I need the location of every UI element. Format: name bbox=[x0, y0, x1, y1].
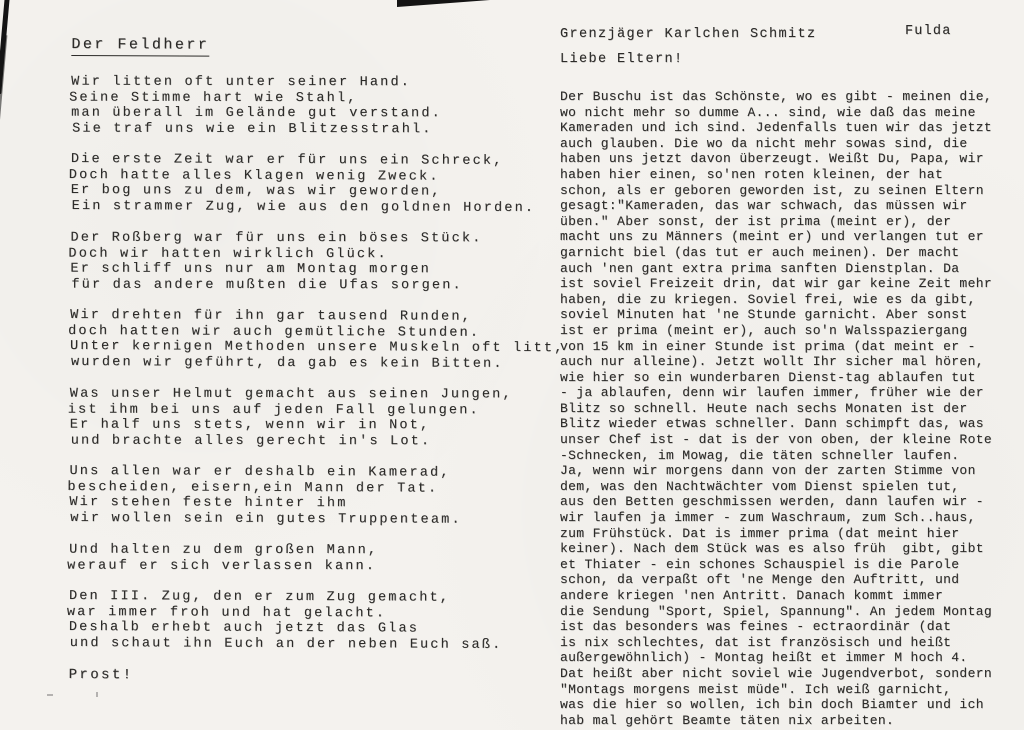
text-line: Ja, wenn wir morgens dann von der zarten Stimme von bbox=[560, 463, 976, 479]
text-line: dem, was den Nachtwächter vom Dienst spielen tut, bbox=[560, 478, 960, 494]
text-line: auch nur alleine). Jetzt wollt Ihr sicher mal hören, bbox=[560, 354, 984, 370]
text-line: wie hier so ein wunderbaren Dienst-tag ablaufen tut bbox=[560, 369, 976, 385]
letter-header bbox=[560, 24, 1012, 52]
poem-stanza bbox=[67, 386, 530, 450]
poem-line: Sie traf uns wie ein Blitzesstrahl. bbox=[72, 121, 433, 137]
text-line: is nix schlechtes, dat ist französisch und heißt bbox=[560, 634, 952, 650]
text-line: - ja ablaufen, denn wir laufen immer, früher wie der bbox=[560, 385, 984, 401]
poem-line: für das andere mußten die Ufas sorgen. bbox=[71, 277, 463, 293]
text-line: von 15 km in einer Stunde ist prima (dat meint er - bbox=[560, 338, 976, 354]
poem-stanza bbox=[66, 588, 529, 653]
text-line: wo nicht mehr so dumme A... sind, wie daß das meine bbox=[560, 104, 976, 120]
poem-line: Wir stehen feste hinter ihm bbox=[69, 494, 348, 512]
poem-line: werauf er sich verlassen kann. bbox=[67, 558, 377, 574]
poem-closing: Prost! bbox=[68, 666, 134, 684]
poem-line: und schaut ihn Euch an der neben Euch saß. bbox=[69, 635, 503, 653]
poem-line: ist ihm bei uns auf jeden Fall gelungen. bbox=[67, 402, 480, 418]
text-line: Blitz wieder etwas schneller. Dann schimpft das, was bbox=[560, 416, 984, 432]
scan-speck bbox=[47, 694, 53, 696]
poem-line: Wir litten oft unter seiner Hand. bbox=[71, 74, 412, 91]
text-line: macht uns zu Männers (meint er) und verlangen tut er bbox=[560, 229, 984, 245]
poem-line: Und halten zu dem großen Mann, bbox=[69, 542, 379, 559]
text-line: Kameraden und ich sind. Jedenfalls tuen wir das jetzt bbox=[560, 120, 993, 136]
poem-line: Den III. Zug, den er zum Zug gemacht, bbox=[68, 588, 451, 606]
letter-page bbox=[560, 24, 1012, 728]
text-line: haben uns jetzt davon überzeugt. Weißt Du, Papa, wir bbox=[560, 151, 984, 167]
poem-stanza bbox=[70, 231, 530, 294]
poem-stanza bbox=[69, 543, 529, 575]
text-line: außergewöhnlich) - Montag heißt et immer M hoch 4. bbox=[560, 650, 968, 666]
letter-salutation: Liebe Eltern! bbox=[560, 52, 684, 67]
text-line: ist soviel Freizeit drin, dat wir gar keine Zeit mehr bbox=[560, 276, 993, 292]
text-line: soviel Minuten hat 'ne Stunde garnicht. Aber sonst bbox=[560, 307, 968, 323]
poem-line: Deshalb erhebt auch jetzt das Glas bbox=[68, 619, 420, 637]
poem-line: Ein strammer Zug, wie aus den goldnen Horden. bbox=[71, 198, 536, 216]
text-line: "Montags morgens meist müde". Ich weiß garnicht, bbox=[560, 681, 952, 697]
text-line: zum Frühstück. Dat is immer prima (dat meint hier bbox=[560, 525, 960, 541]
text-line: gesagt:"Kameraden, das war schwach, das müssen wir bbox=[560, 198, 968, 214]
poem-line: Doch hatte alles Klagen wenig Zweck. bbox=[68, 167, 440, 185]
text-line: Der Buschu ist das Schönste, wo es gibt - meinen die, bbox=[560, 89, 993, 104]
poem-line: war immer froh und hat gelacht. bbox=[66, 604, 387, 621]
text-line: die Sendung "Sport, Spiel, Spannung". An jedem Montag bbox=[560, 603, 993, 619]
letter-sender: Grenzjäger Karlchen Schmitz bbox=[560, 27, 817, 42]
poem-line: Uns allen war er deshalb ein Kamerad, bbox=[69, 463, 451, 481]
poem-body bbox=[66, 74, 565, 653]
poem-line: doch hatten wir auch gemütliche Stunden. bbox=[68, 323, 481, 341]
poem-line: Er schliff uns nur am Montag morgen bbox=[70, 261, 431, 278]
poem-line: Doch wir hatten wirklich Glück. bbox=[68, 246, 388, 262]
text-line: Dat heißt aber nicht soviel wie Jugendverbot, sondern bbox=[560, 665, 993, 681]
text-line: -Schnecken, im Mowag, die täten schneller laufen. bbox=[560, 447, 960, 463]
text-line: schon, als er geboren geworden ist, zu seinen Eltern bbox=[560, 182, 984, 198]
scan-top-artifact bbox=[397, 0, 490, 7]
scan-edge-artifact bbox=[0, 0, 10, 94]
poem-line: Er bog uns zu dem, was wir geworden, bbox=[70, 182, 442, 200]
poem-line: Unter kernigen Methoden unsere Muskeln oft litt, bbox=[70, 338, 565, 357]
text-line: hab mal gehört Beamte täten nix arbeiten. bbox=[560, 712, 895, 728]
text-line: garnicht biel (das tut er auch meinen). Der macht bbox=[560, 244, 960, 260]
text-line: schon, da verpaßt oft 'ne Menge den Auftritt, und bbox=[560, 572, 960, 588]
poem-line: Die erste Zeit war er für uns ein Schreck, bbox=[70, 151, 504, 169]
poem-stanza bbox=[68, 307, 565, 372]
poem-line: Er half uns stets, wenn wir in Not, bbox=[69, 417, 431, 434]
poem-line: und brachte alles gerecht in's Lot. bbox=[70, 433, 432, 449]
poem-line: wir wollen sein ein gutes Truppenteam. bbox=[70, 510, 462, 528]
text-line: ist er prima (meint er), auch so'n Walsspaziergang bbox=[560, 322, 968, 338]
text-line: haben, die zu kriegen. Soviel frei, wie es da gibt, bbox=[560, 291, 976, 307]
poem-line: Was unser Helmut gemacht aus seinen Jungen, bbox=[69, 386, 513, 403]
text-line: aus den Betten geschmissen werden, dann laufen wir - bbox=[560, 494, 984, 510]
poem-line: Seine Stimme hart wie Stahl, bbox=[69, 90, 358, 106]
text-line: wir laufen ja immer - zum Waschraum, zum Sch..haus, bbox=[560, 510, 976, 526]
poem-stanza bbox=[71, 75, 531, 138]
text-line: keiner). Nach dem Stück was es also früh gibt, gibt bbox=[560, 541, 984, 557]
text-line: andere kriegen 'nen Antritt. Danach kommt immer bbox=[560, 588, 944, 603]
text-line: auch glauben. Die wo da nicht mehr sowas sind, die bbox=[560, 135, 968, 151]
letter-body bbox=[560, 89, 1012, 728]
text-line: et Thiater - ein schones Schauspiel is die Parole bbox=[560, 556, 960, 572]
poem-line: Wir drehten für ihn gar tausend Runden, bbox=[70, 307, 472, 325]
text-line: ist das besonders was feines - ectraordinär (dat bbox=[560, 619, 952, 635]
poem-line: bescheiden, eisern,ein Mann der Tat. bbox=[67, 479, 439, 497]
text-line: auch 'nen gant extra prima sanften Dienstplan. Da bbox=[560, 260, 960, 276]
text-line: unser Chef ist - dat is der von oben, der kleine Rote bbox=[560, 432, 993, 448]
poem-line: man überall im Gelände gut verstand. bbox=[71, 105, 442, 122]
text-line: Blitz so schnell. Heute nach sechs Monaten ist der bbox=[560, 400, 968, 416]
poem-stanza bbox=[68, 151, 536, 216]
scan-speck bbox=[96, 692, 98, 697]
text-line: haben hier einen, so'nen roten kleinen, der hat bbox=[560, 166, 944, 182]
poem-title: Der Feldherr bbox=[71, 36, 209, 57]
letter-place: Fulda bbox=[905, 24, 952, 39]
text-line: was die hier so wollen, ich bin doch Biamter und ich bbox=[560, 697, 984, 713]
poem-stanza bbox=[69, 464, 529, 528]
text-line: üben." Aber sonst, der ist prima (meint er), der bbox=[560, 213, 952, 229]
poem-line: Der Roßberg war für uns ein böses Stück. bbox=[70, 230, 483, 247]
poem-page bbox=[66, 35, 565, 685]
poem-line: wurden wir geführt, da gab es kein Bitten. bbox=[70, 354, 504, 372]
